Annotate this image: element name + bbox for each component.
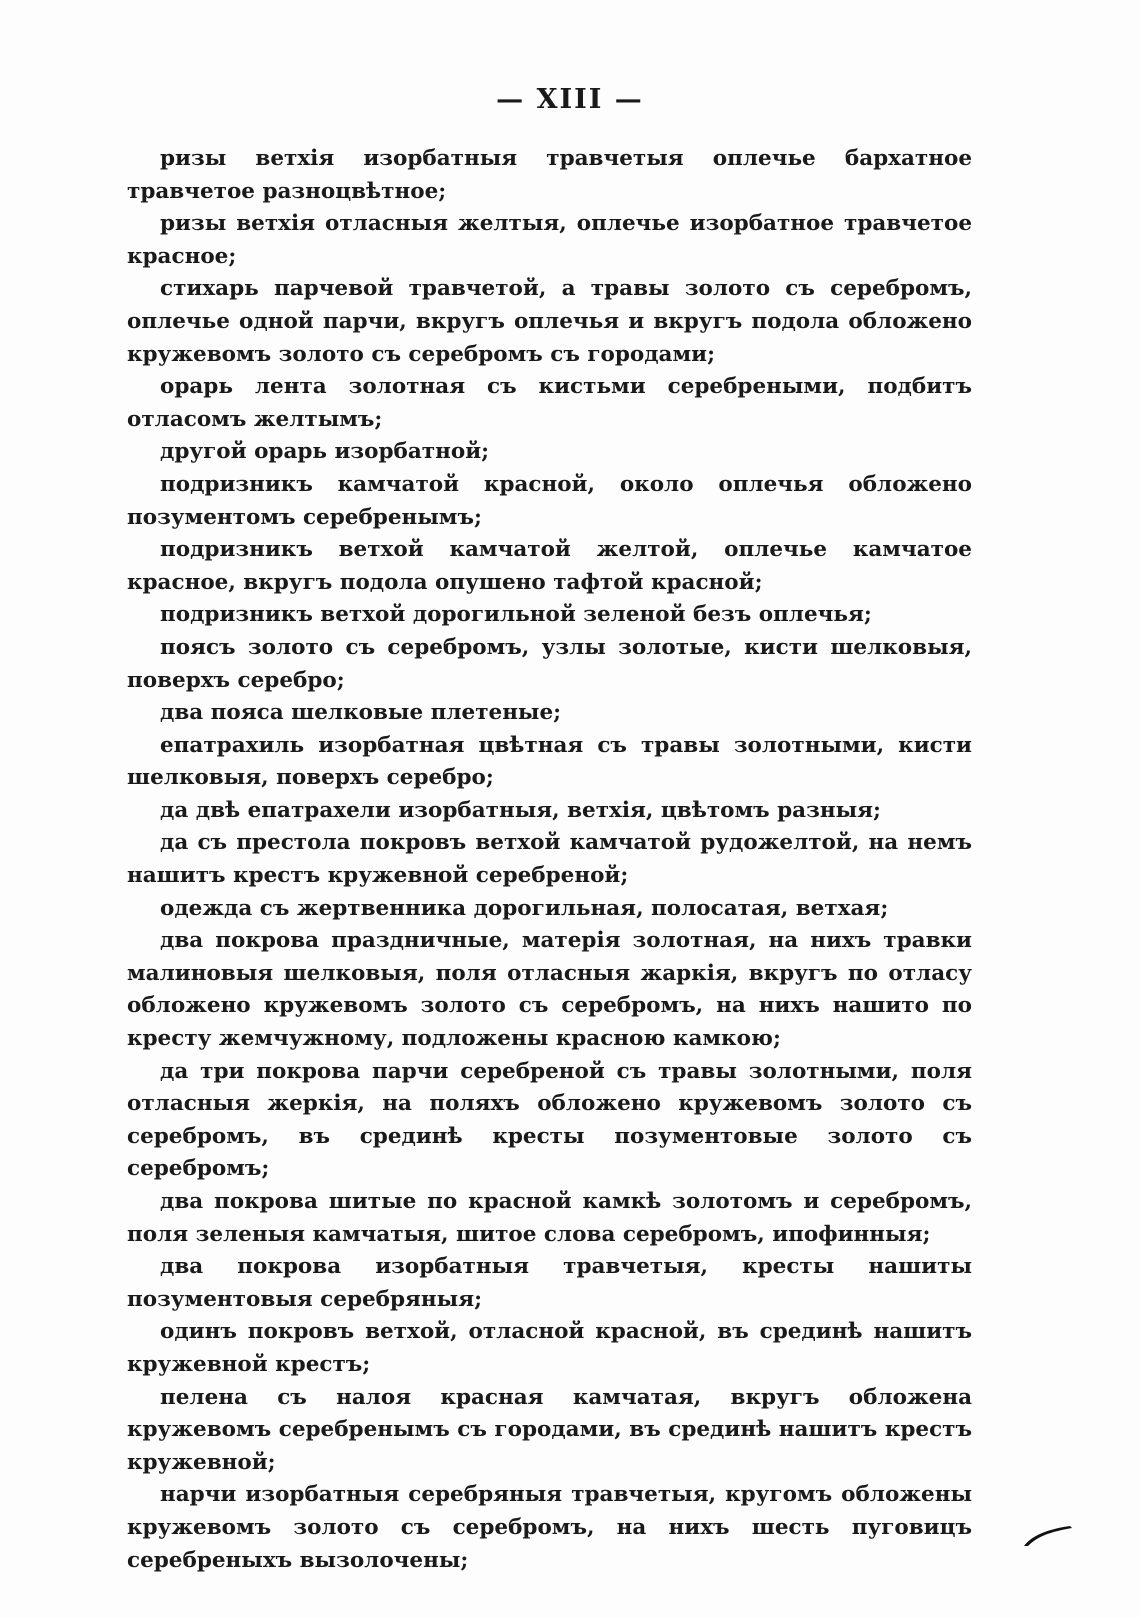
inventory-entry: подризникъ ветхой дорогильной зеленой безъ оплечья; <box>160 602 872 628</box>
inventory-entry: стихарь парчевой травчетой, а травы золото съ серебромъ, оплечье одной парчи, вкругъ оплечья и вкругъ подола обложено кружевомъ золото съ серебромъ съ городами; <box>127 276 972 367</box>
inventory-entry: да съ престола покровъ ветхой камчатой рудожелтой, на немъ нашитъ крестъ кружевной серебреной; <box>127 830 972 889</box>
inventory-entry: да три покрова парчи серебреной съ травы золотными, поля отласныя жеркія, на поляхъ обложено кружевомъ золото съ серебромъ, въ срединѣ кресты позументовые золото съ серебромъ; <box>127 1058 972 1182</box>
inventory-entry: другой орарь изорбатной; <box>160 439 490 465</box>
inventory-entry: епатрахиль изорбатная цвѣтная съ травы золотными, кисти шелковыя, поверхъ серебро; <box>127 732 972 791</box>
inventory-entry: подризникъ камчатой красной, около оплечья обложено позументомъ серебренымъ; <box>127 471 972 530</box>
inventory-entry: орарь лента золотная съ кистьми серебреными, подбитъ отласомъ желтымъ; <box>127 374 972 432</box>
inventory-entry: два покрова праздничные, матерія золотная, на нихъ травки малиновыя шелковыя, поля отласныя жаркія, вкругъ по отласу обложено кружевомъ золото съ серебромъ, на нихъ нашито по кресту жемчужному, подложены красною камкою; <box>127 928 972 1052</box>
inventory-entry: два покрова шитые по красной камкѣ золотомъ и серебромъ, поля зеленыя камчатыя, шитое слова серебромъ, ипофинныя; <box>127 1189 972 1247</box>
inventory-entry: одинъ покровъ ветхой, отласной красной, въ срединѣ нашитъ кружевной крестъ; <box>127 1319 972 1377</box>
inventory-entry: подризникъ ветхой камчатой желтой, оплечье камчатое красное, вкругъ подола опушено тафтой красной; <box>127 537 972 595</box>
page-number: — XIII — <box>496 84 644 115</box>
inventory-entry: одежда съ жертвенника дорогильная, полосатая, ветхая; <box>160 895 889 921</box>
ink-stroke-mark <box>1020 1520 1076 1550</box>
inventory-entry: ризы ветхія изорбатныя травчетыя оплечье бархатное травчетое разноцвѣтное; <box>127 146 972 204</box>
inventory-text <box>127 143 972 1577</box>
inventory-entry: ризы ветхія отласныя желтыя, оплечье изорбатное травчетое красное; <box>127 211 972 269</box>
inventory-entry: пелена съ налоя красная камчатая, вкругъ обложена кружевомъ серебренымъ съ городами, въ срединѣ нашитъ крестъ кружевной; <box>127 1384 972 1475</box>
inventory-entry: да двѣ епатрахели изорбатныя, ветхія, цвѣтомъ разныя; <box>160 797 881 823</box>
inventory-entry: два покрова изорбатныя травчетыя, кресты нашиты позументовыя серебряныя; <box>127 1254 972 1312</box>
inventory-entry: два пояса шелковые плетеные; <box>160 700 562 726</box>
inventory-entry: поясъ золото съ серебромъ, узлы золотые, кисти шелковыя, поверхъ серебро; <box>127 634 972 693</box>
inventory-entry: нарчи изорбатныя серебряныя травчетыя, кругомъ обложены кружевомъ золото съ серебромъ, на нихъ шесть пуговицъ серебреныхъ вызолочены; <box>127 1482 972 1573</box>
